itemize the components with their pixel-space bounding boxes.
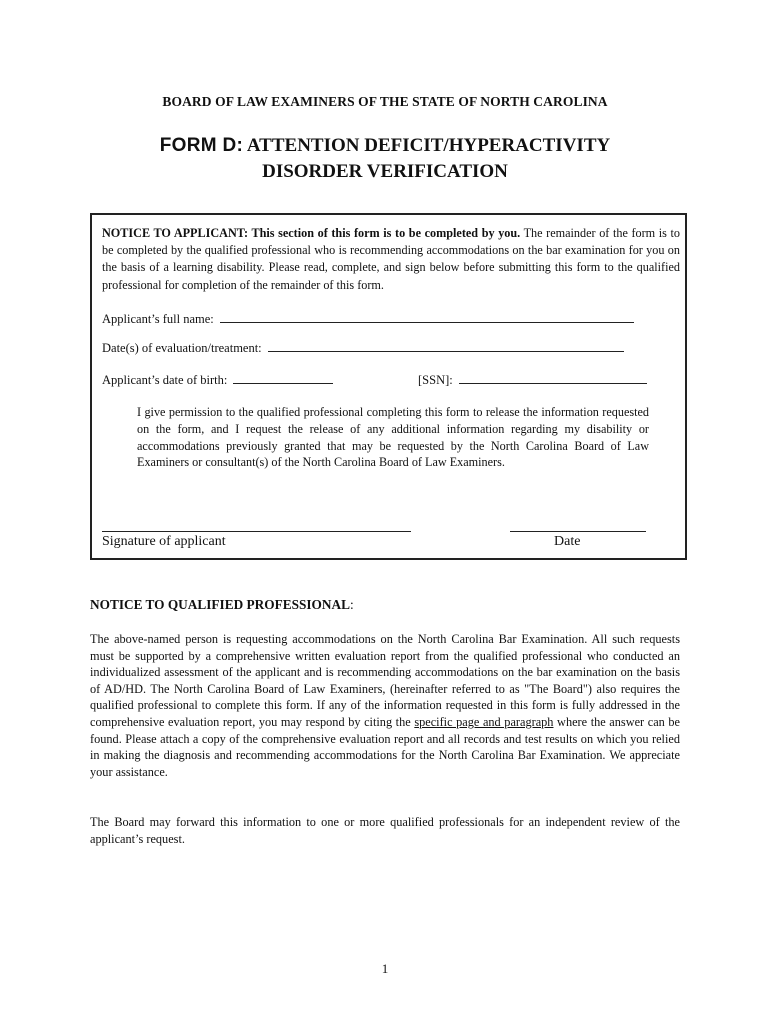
evaluation-dates-label: Date(s) of evaluation/treatment: <box>102 341 262 355</box>
professional-notice-paragraph-2: The Board may forward this information to one or more qualified professionals for an independent review of the applicant’s request. <box>90 815 680 846</box>
professional-notice-paragraph-1 <box>90 631 680 780</box>
permission-statement: I give permission to the qualified professional completing this form to release the information requested on the form, and I request the release of any additional information regarding my disability or accommodations previously granted that may be requested by the North Carolina Board of Law Examiners or consultant(s) of the North Carolina Board of Law Examiners. <box>137 405 649 470</box>
form-label: FORM D: <box>159 135 244 156</box>
ssn-label: [SSN]: <box>418 373 453 387</box>
para1-after: where the answer can be found. Please attach a copy of the comprehensive evaluation report and all records and test results on which you relied in making the diagnosis and recommending accommodations for the North Carolina Bar Examination. We appreciate your assistance. <box>90 714 680 779</box>
applicant-section-box <box>90 213 687 560</box>
form-title-line-1 <box>0 133 770 159</box>
signature-label: Signature of applicant <box>102 534 226 549</box>
form-title-line-2: DISORDER VERIFICATION <box>262 161 508 182</box>
dob-label: Applicant’s date of birth: <box>102 373 228 387</box>
professional-notice-heading-text: NOTICE TO QUALIFIED PROFESSIONAL <box>90 597 350 612</box>
ssn-row <box>418 371 647 388</box>
para1-before: The above-named person is requesting accommodations on the North Carolina Bar Examination. All such requests must be supported by a comprehensive written evaluation report from the qualified professional who conducted an individualized assessment of the applicant and is recommending accommodations on the bar examination on the basis of AD/HD. The North Carolina Board of Law Examiners, (hereinafter referred to as "The Board") also requires the qualified professional to complete this form. If any of the information requested in this form is fully addressed in the comprehensive evaluation report, you may respond by citing the <box>90 632 680 729</box>
evaluation-dates-row <box>102 339 624 356</box>
applicant-notice-rest: The remainder of the form is to be completed by the qualified professional who is recommending accommodations on the bar examination for you on the basis of a learning disability. Please read, complete, and sign below before submitting this form to the qualified professional for completion of the remainder of this form. <box>102 226 681 292</box>
evaluation-dates-field[interactable] <box>268 339 624 352</box>
professional-notice-heading-colon: : <box>349 597 354 612</box>
ssn-field[interactable] <box>459 371 647 384</box>
page-number: 1 <box>381 961 389 976</box>
signature-field[interactable] <box>102 531 411 532</box>
date-field[interactable] <box>510 531 646 532</box>
dob-row <box>102 371 333 388</box>
full-name-row <box>102 310 634 327</box>
dob-field[interactable] <box>233 371 333 384</box>
professional-notice-heading <box>90 597 354 613</box>
applicant-notice <box>102 225 680 294</box>
para1-underlined: specific page and paragraph <box>414 714 554 729</box>
date-label: Date <box>554 534 581 549</box>
form-title-text-1: ATTENTION DEFICIT/HYPERACTIVITY <box>246 135 611 156</box>
applicant-notice-bold: NOTICE TO APPLICANT: This section of this form is to be completed by you. <box>102 226 521 240</box>
board-heading: BOARD OF LAW EXAMINERS OF THE STATE OF NORTH CAROLINA <box>162 94 608 109</box>
form-title <box>0 133 770 185</box>
full-name-label: Applicant’s full name: <box>102 312 214 326</box>
full-name-field[interactable] <box>220 310 634 323</box>
